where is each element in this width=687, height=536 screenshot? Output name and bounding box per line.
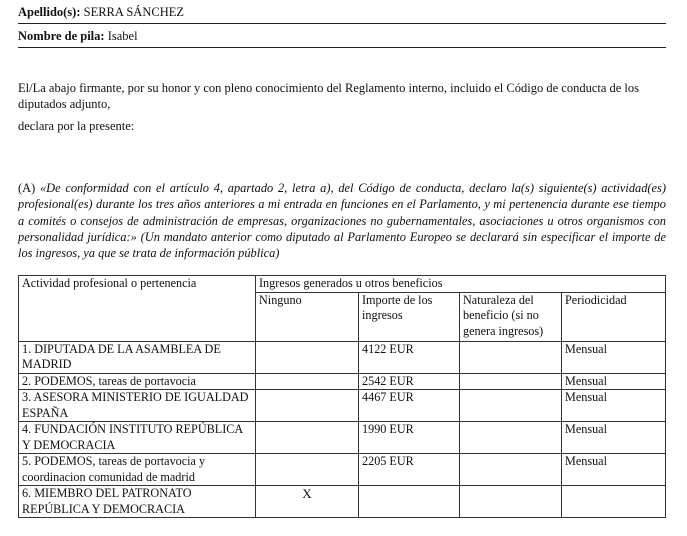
periodicidad-cell: Mensual [562, 341, 666, 373]
header-income-group: Ingresos generados u otros beneficios [256, 276, 666, 293]
table-row [19, 390, 666, 422]
surname-value: SERRA SÁNCHEZ [83, 5, 184, 19]
importe-cell: 1990 EUR [359, 422, 460, 454]
header-periodicidad: Periodicidad [562, 292, 666, 341]
ninguno-cell [256, 341, 359, 373]
activity-cell: 5. PODEMOS, tareas de portavocia y coordinacion comunidad de madrid [19, 454, 256, 486]
section-a-text: «De conformidad con el artículo 4, apartado 2, letra a), del Código de conducta, declaro la(s) siguiente(s) actividad(es) profesional(es) durante los tres años anteriores a mi entrada en funciones en el Parlamento, y mi pertenencia durante ese tiempo a comités o consejos de administración de empresas, organizaciones no gubernamentales, asociaciones u otros organismos con personalidad jurídica:» (Un mandato anterior como diputado al Parlamento Europeo se declarará sin especificar el importe de los ingresos, ya que se trata de información pública) [18, 181, 666, 261]
periodicidad-cell: Mensual [562, 422, 666, 454]
periodicidad-cell: Mensual [562, 373, 666, 390]
importe-cell: 4467 EUR [359, 390, 460, 422]
ninguno-cell [256, 373, 359, 390]
header-activity: Actividad profesional o pertenencia [19, 276, 256, 342]
activity-cell: 4. FUNDACIÓN INSTITUTO REPÚBLICA Y DEMOCRACIA [19, 422, 256, 454]
importe-cell: 2542 EUR [359, 373, 460, 390]
ninguno-cell [256, 390, 359, 422]
importe-cell: 2205 EUR [359, 454, 460, 486]
header-ninguno: Ninguno [256, 292, 359, 341]
header-naturaleza: Naturaleza del beneficio (si no genera ingresos) [460, 292, 562, 341]
periodicidad-cell: Mensual [562, 390, 666, 422]
first-name-value: Isabel [107, 29, 138, 43]
table-row [19, 454, 666, 486]
table-header-row [19, 276, 666, 293]
header-importe: Importe de los ingresos [359, 292, 460, 341]
ninguno-cell [256, 454, 359, 486]
ninguno-cell [256, 422, 359, 454]
activity-cell: 1. DIPUTADA DE LA ASAMBLEA DE MADRID [19, 341, 256, 373]
section-a-paragraph [18, 180, 666, 261]
activity-cell: 3. ASESORA MINISTERIO DE IGUALDAD ESPAÑA [19, 390, 256, 422]
section-a-lead: (A) [18, 181, 40, 195]
activities-table [18, 275, 666, 518]
naturaleza-cell [460, 390, 562, 422]
activity-cell: 2. PODEMOS, tareas de portavocia [19, 373, 256, 390]
table-row [19, 341, 666, 373]
activity-cell: 6. MIEMBRO DEL PATRONATO REPÚBLICA Y DEMOCRACIA [19, 486, 256, 518]
naturaleza-cell [460, 373, 562, 390]
intro-paragraph: El/La abajo firmante, por su honor y con pleno conocimiento del Reglamento interno, incluido el Código de conducta de los diputados adjunto, [18, 81, 640, 111]
first-name-field [18, 28, 666, 48]
periodicidad-cell: Mensual [562, 454, 666, 486]
table-row [19, 486, 666, 518]
naturaleza-cell [460, 486, 562, 518]
table-row [19, 373, 666, 390]
periodicidad-cell [562, 486, 666, 518]
importe-cell: 4122 EUR [359, 341, 460, 373]
surname-label: Apellido(s): [18, 5, 81, 19]
ninguno-cell: X [256, 486, 359, 518]
naturaleza-cell [460, 341, 562, 373]
first-name-label: Nombre de pila: [18, 29, 105, 43]
table-row [19, 422, 666, 454]
declaration-line: declara por la presente: [18, 119, 135, 133]
naturaleza-cell [460, 422, 562, 454]
naturaleza-cell [460, 454, 562, 486]
surname-field [18, 4, 666, 24]
importe-cell [359, 486, 460, 518]
